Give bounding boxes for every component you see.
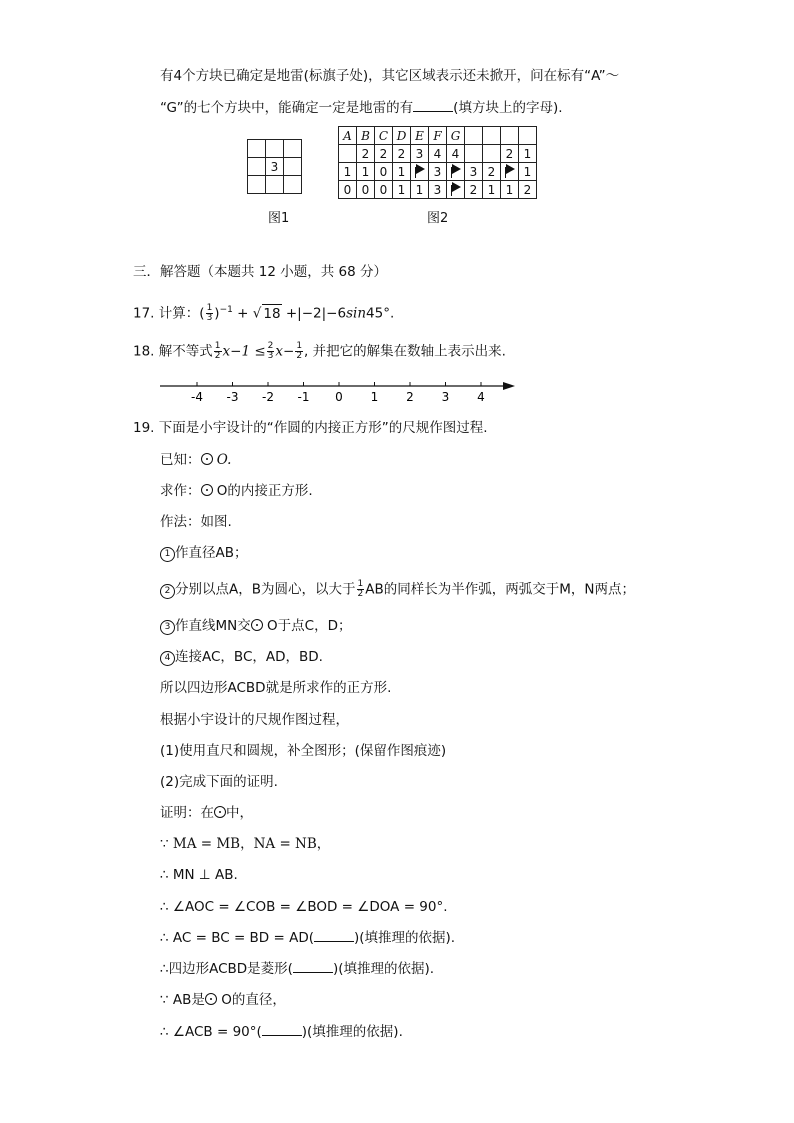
step-2-frac-den: 2 (357, 589, 364, 599)
q19-step-1 (160, 544, 248, 562)
figure-2-header-cell (465, 127, 483, 145)
number-line-tick-label: 0 (335, 390, 343, 404)
q18-frac-3 (295, 342, 303, 361)
figure-2-cell: 3 (429, 163, 447, 181)
step-2-text-b: AB的同样长为半作弧，两弧交于M，N两点； (365, 581, 635, 598)
q19-conclusion: 所以四边形ACBD就是所求作的正方形. (160, 680, 392, 696)
circle-dot-icon (205, 993, 217, 1005)
q19-step-4 (160, 648, 323, 666)
figure-2-cell: 2 (501, 145, 519, 163)
q17-text-c: + (232, 305, 253, 322)
q17-number: 17. (133, 305, 155, 322)
q18-f3-den: 2 (296, 351, 303, 361)
q16-line2-text: “G”的七个方块中，能确定一定是地雷的有 (160, 100, 414, 116)
number-line-tick-label: -2 (262, 390, 274, 404)
flag-icon (447, 181, 465, 199)
step-2-text-a: 分别以点A，B为圆心，以大于 (175, 581, 356, 598)
flag-icon (501, 163, 519, 181)
figure-2-header-cell: B (357, 127, 375, 145)
proof-line-3: ∴ ∠AOC = ∠COB = ∠BOD = ∠DOA = 90°. (160, 899, 448, 915)
figure-2-cell: 2 (465, 181, 483, 199)
q18-f2-den: 3 (267, 351, 274, 361)
q19-ask-value: O的内接正方形. (216, 483, 313, 499)
question-18 (133, 342, 506, 361)
figure-2-grid (338, 126, 537, 199)
q19-part-1: (1)使用直尺和圆规，补全图形；(保留作图痕迹) (160, 743, 447, 759)
q16-line2-tail: (填方块上的字母). (453, 100, 563, 116)
figure-2-cell (483, 145, 501, 163)
figure-2-cell: 1 (501, 181, 519, 199)
q17-sqrt: 18 (263, 305, 281, 322)
proof-line-5 (160, 960, 434, 978)
proof-line-5-a: ∴四边形ACBD是菱形( (160, 961, 293, 977)
figure-2-cell: 3 (411, 145, 429, 163)
circle-dot-icon (214, 806, 226, 818)
proof-line-5-b: )(填推理的依据). (332, 961, 435, 977)
step-3-text-b: O于点C，D； (267, 618, 352, 634)
figure-2-cell: 1 (357, 163, 375, 181)
figure-1-center-cell: 3 (266, 158, 284, 176)
figure-2-header-cell: G (447, 127, 465, 145)
proof-label-tail: 中， (226, 805, 253, 821)
number-line-ticks (191, 382, 485, 404)
q19-ask-label: 求作： (160, 483, 201, 499)
figure-2-header-cell: F (429, 127, 447, 145)
figure-2-cell: 0 (375, 181, 393, 199)
q19-step-3 (160, 617, 352, 635)
figure-2-cell: 1 (411, 181, 429, 199)
figure-2-cell: 2 (483, 163, 501, 181)
proof-line-6-a: ∵ AB是 (160, 992, 205, 1008)
step-4-circled-number: 4 (160, 651, 175, 666)
figure-2-header-cell (501, 127, 519, 145)
figure-2-header-cell: D (393, 127, 411, 145)
figure-2-row (339, 163, 537, 181)
answer-blank (293, 960, 333, 973)
q19-method: 作法：如图. (160, 514, 232, 530)
q18-text-a: 解不等式 (158, 343, 213, 360)
q17-text-e: 45°. (366, 305, 395, 322)
figure-2-cell (339, 145, 357, 163)
figure-2-cell: 2 (519, 181, 537, 199)
proof-line-4-a: ∴ AC = BC = BD = AD( (160, 930, 314, 946)
q18-f3-num: 1 (296, 341, 303, 351)
q17-text-d: +|−2|−6 (281, 305, 347, 322)
number-line-tick-label: 3 (441, 390, 450, 404)
figure-2-cell: 2 (357, 145, 375, 163)
step-3-circled-number: 3 (160, 620, 175, 635)
arrow-icon (503, 382, 515, 390)
q18-frac-1 (214, 342, 222, 361)
section-heading: 三．解答题（本题共 12 小题，共 68 分） (133, 264, 388, 280)
number-line-tick-label: -3 (226, 390, 239, 404)
q17-text-a: 计算：( (158, 305, 205, 322)
q19-number: 19. (133, 420, 155, 436)
number-line-tick-label: -1 (297, 390, 310, 404)
figure-2-header-cell (483, 127, 501, 145)
q19-ask (160, 482, 313, 500)
step-4-text: 连接AC，BC，AD，BD. (175, 649, 323, 665)
number-line (155, 375, 525, 405)
q18-f1-num: 1 (214, 341, 221, 351)
step-1-text: 作直径AB； (175, 545, 248, 561)
figure-2-cell: 0 (357, 181, 375, 199)
q18-text-c: x− (275, 343, 295, 360)
q19-step-2 (160, 580, 635, 599)
q17-exponent: −1 (219, 305, 233, 315)
q19-title: 下面是小宇设计的“作圆的内接正方形”的尺规作图过程. (158, 420, 488, 436)
figure-2-cell: 1 (519, 145, 537, 163)
figure-1-caption: 图1 (268, 211, 290, 226)
answer-blank (413, 99, 453, 112)
figure-2-header-cell: E (411, 127, 429, 145)
figure-2-row (339, 145, 537, 163)
step-1-circled-number: 1 (160, 547, 175, 562)
proof-line-7 (160, 1023, 403, 1041)
figure-2-header-cell: C (375, 127, 393, 145)
q19-part-2: (2)完成下面的证明. (160, 774, 278, 790)
figure-2-cell: 4 (429, 145, 447, 163)
number-line-tick-label: 1 (370, 390, 379, 404)
q19-based: 根据小宇设计的尺规作图过程， (160, 712, 349, 728)
number-line-tick-label: 4 (477, 390, 485, 404)
proof-line-7-b: )(填推理的依据). (301, 1024, 403, 1040)
circle-dot-icon (201, 484, 213, 496)
q18-f1-den: 2 (214, 351, 221, 361)
figure-2-row (339, 127, 537, 145)
q18-f2-num: 2 (267, 341, 274, 351)
step-2-circled-number: 2 (160, 584, 175, 599)
circle-dot-icon (251, 619, 263, 631)
figure-2-cell: 0 (375, 163, 393, 181)
figure-2-cell (465, 145, 483, 163)
figure-2-header-cell (519, 127, 537, 145)
figure-2-cell: 2 (393, 145, 411, 163)
q17-frac-num: 1 (206, 303, 213, 313)
figure-2-cell: 4 (447, 145, 465, 163)
figure-2-cell: 1 (393, 181, 411, 199)
circle-dot-icon (201, 453, 213, 465)
proof-line-6 (160, 991, 286, 1009)
flag-icon (447, 163, 465, 181)
q18-number: 18. (133, 343, 155, 360)
figure-2-cell: 1 (339, 163, 357, 181)
proof-line-4-b: )(填推理的依据). (354, 930, 456, 946)
q16-line2 (160, 99, 563, 117)
q18-text-d: , 并把它的解集在数轴上表示出来. (304, 343, 506, 360)
step-3-text-a: 作直线MN交 (175, 618, 251, 634)
q19-known (160, 451, 231, 469)
number-line-tick-label: -4 (191, 390, 203, 404)
answer-blank (314, 929, 354, 942)
q18-frac-2 (267, 342, 275, 361)
figure-2-cell: 3 (429, 181, 447, 199)
figure-2-cell: 2 (375, 145, 393, 163)
proof-line-7-a: ∴ ∠ACB = 90°( (160, 1024, 262, 1040)
flag-icon (411, 163, 429, 181)
proof-line-2: ∴ MN ⊥ AB. (160, 867, 238, 883)
figure-1-grid (247, 139, 302, 194)
step-2-fraction (357, 580, 365, 599)
question-19-title (133, 419, 488, 437)
figure-2-caption: 图2 (427, 211, 449, 226)
q17-text-b: ) (214, 305, 220, 322)
figure-2-cell: 1 (519, 163, 537, 181)
q17-sin: sin (346, 305, 367, 322)
proof-label: 证明：在 (160, 805, 214, 821)
proof-line-6-b: O的直径， (221, 992, 286, 1008)
q19-known-label: 已知： (160, 452, 201, 468)
figure-2-cell: 3 (465, 163, 483, 181)
q17-fraction (206, 304, 214, 323)
figure-2-cell: 1 (393, 163, 411, 181)
q19-known-value: O. (216, 452, 232, 468)
proof-line-1: ∵ MA = MB，NA = NB， (160, 836, 331, 852)
q16-line1: 有4个方块已确定是地雷(标旗子处)，其它区域表示还未掀开，问在标有“A”～ (160, 68, 620, 84)
figure-2-cell: 0 (339, 181, 357, 199)
q18-text-b: x−1 ≤ (222, 343, 266, 360)
step-2-frac-num: 1 (357, 579, 364, 589)
question-17: 17. 计算：( $\frac{1}{3}$ )$^{-1}$ + √ 18 +|−2|−6sin45°. (133, 303, 395, 323)
figure-2-cell: 1 (483, 181, 501, 199)
q19-proof-start (160, 804, 253, 822)
answer-blank (262, 1023, 302, 1036)
number-line-tick-label: 2 (406, 390, 414, 404)
proof-line-4 (160, 929, 455, 947)
figure-2-row (339, 181, 537, 199)
q17-frac-den: 3 (206, 313, 213, 323)
figure-2-header-cell: A (339, 127, 357, 145)
